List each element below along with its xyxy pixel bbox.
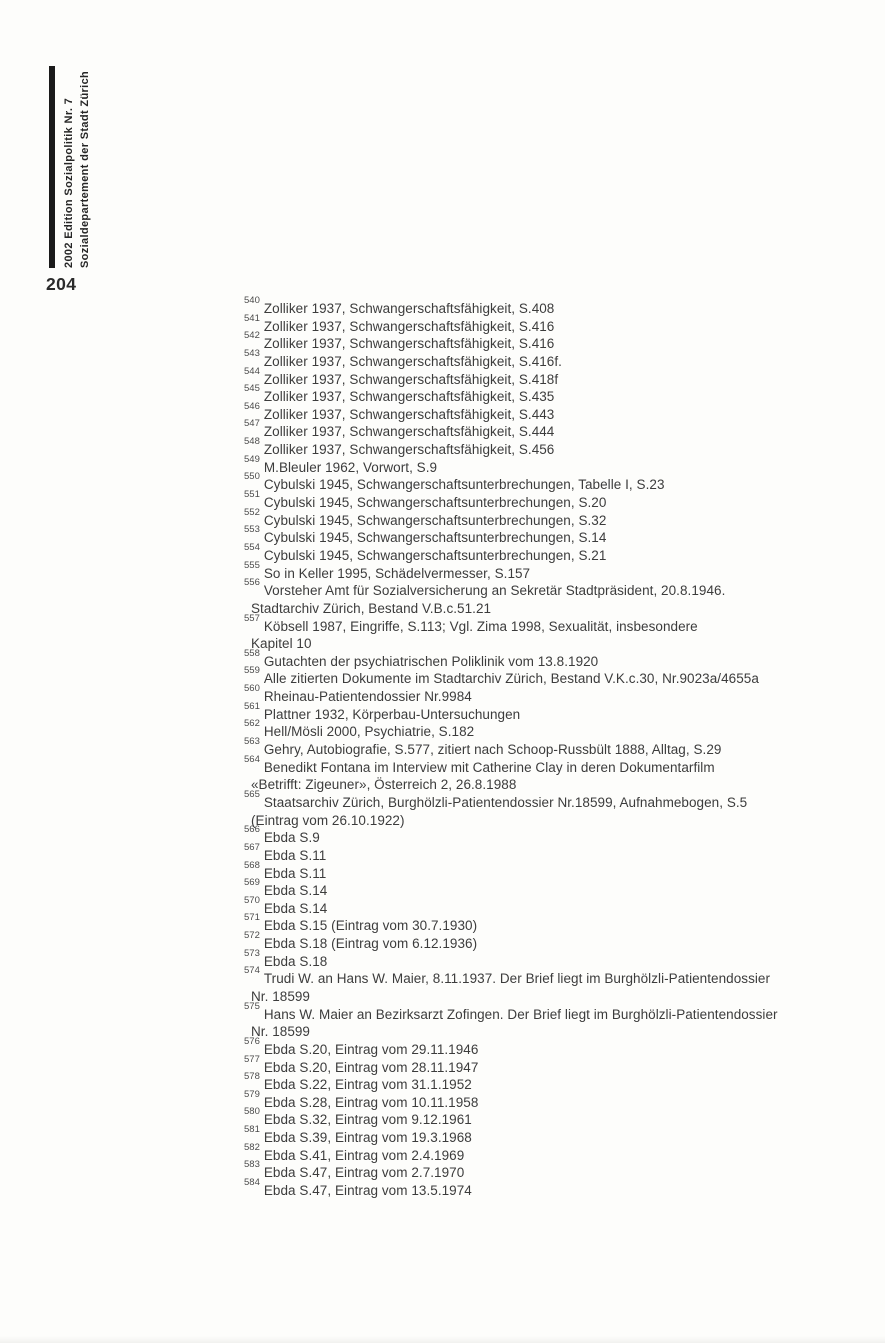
footnote-number: 542 — [244, 330, 260, 342]
footnote-text: Vorsteher Amt für Sozialversicherung an Sekretär Stadtpräsident, 20.8.1946. — [263, 583, 726, 599]
footnote-continuation-line: Stadtarchiv Zürich, Bestand V.B.c.51.21 — [251, 600, 492, 616]
footnote-item — [244, 559, 874, 583]
footnote-text: Ebda S.22, Eintrag vom 31.1.1952 — [263, 1077, 472, 1093]
footnote-item — [244, 788, 874, 812]
footnote-number: 578 — [244, 1071, 260, 1083]
footnote-number: 582 — [244, 1141, 260, 1153]
footnote-item — [244, 541, 874, 565]
footnote-number: 544 — [244, 365, 260, 377]
footnote-text: Cybulski 1945, Schwangerschaftsunterbrechungen, S.20 — [263, 495, 607, 511]
footnote-text: Ebda S.47, Eintrag vom 2.7.1970 — [263, 1165, 465, 1181]
footnote-item — [244, 930, 874, 953]
footnote-item — [244, 1159, 874, 1182]
footnote-number: 560 — [244, 683, 260, 695]
footnote-text: Zolliker 1937, Schwangerschaftsfähigkeit, S.443 — [263, 406, 555, 422]
footnote-number: 567 — [244, 841, 260, 853]
footnote-number: 541 — [244, 312, 260, 324]
footnote-text: Ebda S.39, Eintrag vom 19.3.1968 — [263, 1130, 472, 1146]
footnote-number: 576 — [244, 1035, 260, 1047]
footnote-item — [244, 1141, 874, 1165]
footnote-item — [244, 947, 874, 971]
footnote-number: 550 — [244, 471, 260, 483]
footnote-number: 556 — [244, 577, 260, 589]
footnote-text: Köbsell 1987, Eingriffe, S.113; Vgl. Zima 1998, Sexualität, insbesondere — [263, 618, 698, 634]
footnote-number: 554 — [244, 541, 260, 553]
footnote-text: Staatsarchiv Zürich, Burghölzli-Patientendossier Nr.18599, Aufnahmebogen, S.5 — [263, 794, 748, 810]
footnote-number: 572 — [244, 930, 260, 942]
footnote-item — [244, 506, 874, 530]
footnote-item — [244, 665, 874, 688]
footnote-number: 580 — [244, 1106, 260, 1118]
edition-label — [61, 71, 93, 268]
footnote-number: 561 — [244, 700, 260, 712]
footnote-number: 568 — [244, 859, 260, 871]
footnote-text: Hans W. Maier an Bezirksarzt Zofingen. Der Brief liegt im Burghölzli-Patientendossier — [263, 1006, 778, 1022]
footnote-item — [244, 577, 874, 600]
footnote-text: Plattner 1932, Körperbau-Untersuchungen — [263, 706, 521, 722]
footnote-number: 562 — [244, 718, 260, 730]
footnote-item — [244, 347, 874, 371]
footnote-text: Zolliker 1937, Schwangerschaftsfähigkeit, S.444 — [263, 424, 555, 440]
footnote-number: 559 — [244, 665, 260, 677]
footnote-number: 540 — [244, 295, 260, 306]
footnote-item — [244, 1088, 874, 1112]
footnote-item — [244, 736, 874, 759]
footnote-item — [244, 295, 874, 318]
footnote-number: 574 — [244, 965, 260, 977]
footnote-number: 545 — [244, 383, 260, 395]
footnote-item — [244, 912, 874, 935]
footnote-text: Zolliker 1937, Schwangerschaftsfähigkeit, S.416f. — [263, 353, 562, 369]
footnote-item — [244, 965, 874, 988]
footnote-text: Rheinau-Patientendossier Nr.9984 — [263, 689, 472, 705]
footnote-item — [244, 1177, 874, 1200]
footnote-number: 581 — [244, 1124, 260, 1136]
footnote-item — [244, 894, 874, 918]
footnote-item — [244, 471, 874, 494]
footnote-item — [244, 489, 874, 512]
footnote-number: 564 — [244, 753, 260, 765]
footnote-number: 546 — [244, 400, 260, 412]
footnote-item — [244, 365, 874, 389]
footnote-number: 569 — [244, 877, 260, 889]
footnote-item — [244, 859, 874, 883]
footnote-text: Hell/Mösli 2000, Psychiatrie, S.182 — [263, 724, 475, 740]
footnote-item — [244, 718, 874, 741]
footnote-text: Ebda S.14 — [263, 900, 328, 916]
footnote-text: Ebda S.41, Eintrag vom 2.4.1969 — [263, 1147, 465, 1163]
footnote-number: 549 — [244, 453, 260, 465]
footnote-list — [244, 295, 874, 1200]
footnote-text: Gutachten der psychiatrischen Poliklinik vom 13.8.1920 — [263, 653, 599, 669]
footnote-number: 584 — [244, 1177, 260, 1189]
footnote-item — [244, 753, 874, 777]
footnote-continuation-line: Nr. 18599 — [251, 1024, 310, 1040]
page-number: 204 — [46, 274, 77, 294]
footnote-item — [244, 683, 874, 706]
footnote-item — [244, 647, 874, 671]
scan-edge-shadow — [0, 1336, 885, 1343]
footnote-item — [244, 1053, 874, 1077]
footnote-text: Ebda S.14 — [263, 883, 328, 899]
footnote-text: Cybulski 1945, Schwangerschaftsunterbrechungen, S.32 — [263, 512, 607, 528]
footnote-item — [244, 400, 874, 424]
footnote-item — [244, 436, 874, 459]
footnote-continuation-line: Kapitel 10 — [251, 636, 312, 652]
footnote-item — [244, 612, 874, 636]
footnote-text: Ebda S.47, Eintrag vom 13.5.1974 — [263, 1183, 472, 1199]
footnote-number: 570 — [244, 894, 260, 906]
footnote-item — [244, 1124, 874, 1147]
footnote-text: Ebda S.11 — [263, 865, 327, 881]
footnote-item — [244, 1035, 874, 1059]
footnote-number: 577 — [244, 1053, 260, 1065]
footnote-text: Ebda S.18 — [263, 953, 328, 969]
footnote-text: Ebda S.18 (Eintrag vom 6.12.1936) — [263, 936, 478, 952]
footnote-item — [244, 824, 874, 847]
footnote-item — [244, 453, 874, 477]
footnote-number: 551 — [244, 489, 260, 501]
footnote-text: Ebda S.28, Eintrag vom 10.11.1958 — [263, 1094, 479, 1110]
footnote-number: 553 — [244, 524, 260, 536]
edition-line-2: Sozialdepartement der Stadt Zürich — [79, 70, 91, 268]
footnote-item — [244, 330, 874, 353]
footnote-item — [244, 877, 874, 900]
footnote-number: 575 — [244, 1000, 260, 1012]
footnote-text: Cybulski 1945, Schwangerschaftsunterbrechungen, S.21 — [263, 547, 607, 563]
footnote-item — [244, 1071, 874, 1094]
footnote-number: 547 — [244, 418, 260, 430]
footnote-text: Ebda S.11 — [263, 847, 327, 863]
footnote-number: 571 — [244, 912, 260, 924]
footnote-number: 566 — [244, 824, 260, 836]
footnote-continuation-line: (Eintrag vom 26.10.1922) — [251, 812, 405, 828]
footnote-number: 558 — [244, 647, 260, 659]
footnote-number: 555 — [244, 559, 260, 571]
footnote-text: Zolliker 1937, Schwangerschaftsfähigkeit, S.418f — [263, 371, 559, 387]
footnote-text: Ebda S.32, Eintrag vom 9.12.1961 — [263, 1112, 472, 1128]
footnote-number: 583 — [244, 1159, 260, 1171]
footnote-continuation-line: «Betrifft: Zigeuner», Österreich 2, 26.8.1988 — [251, 777, 517, 793]
footnote-item — [244, 1000, 874, 1024]
footnote-text: Zolliker 1937, Schwangerschaftsfähigkeit, S.416 — [263, 318, 555, 334]
footnote-text: Ebda S.9 — [263, 830, 320, 846]
footnote-item — [244, 524, 874, 547]
footnote-number: 579 — [244, 1088, 260, 1100]
footnote-text: So in Keller 1995, Schädelvermesser, S.157 — [263, 565, 531, 581]
footnote-number: 552 — [244, 506, 260, 518]
footnote-text: Cybulski 1945, Schwangerschaftsunterbrechungen, Tabelle I, S.23 — [263, 477, 665, 493]
footnote-text: Trudi W. an Hans W. Maier, 8.11.1937. Der Brief liegt im Burghölzli-Patientendossier — [263, 971, 771, 987]
footnote-number: 563 — [244, 736, 260, 748]
footnote-number: 543 — [244, 347, 260, 359]
footnote-text: Zolliker 1937, Schwangerschaftsfähigkeit, S.416 — [263, 336, 555, 352]
footnote-text: Ebda S.20, Eintrag vom 29.11.1946 — [263, 1041, 479, 1057]
footnote-text: Zolliker 1937, Schwangerschaftsfähigkeit, S.408 — [263, 301, 555, 316]
footnote-text: Benedikt Fontana im Interview mit Catherine Clay in deren Dokumentarfilm — [263, 759, 715, 775]
footnote-text: Zolliker 1937, Schwangerschaftsfähigkeit, S.456 — [263, 442, 555, 458]
footnote-item — [244, 841, 874, 865]
footnote-item — [244, 312, 874, 336]
footnote-text: Alle zitierten Dokumente im Stadtarchiv Zürich, Bestand V.K.c.30, Nr.9023a/4655a — [263, 671, 759, 687]
footnote-number: 573 — [244, 947, 260, 959]
edition-line-1: 2002 Edition Sozialpolitik Nr. 7 — [63, 97, 75, 268]
footnote-number: 548 — [244, 436, 260, 448]
footnote-text: Ebda S.15 (Eintrag vom 30.7.1930) — [263, 918, 478, 934]
footnote-text: Gehry, Autobiografie, S.577, zitiert nach Schoop-Russbült 1888, Alltag, S.29 — [263, 742, 722, 758]
footnote-text: Ebda S.20, Eintrag vom 28.11.1947 — [263, 1059, 479, 1075]
footnote-item — [244, 383, 874, 406]
edition-bar — [49, 66, 55, 268]
footnote-text: Cybulski 1945, Schwangerschaftsunterbrechungen, S.14 — [263, 530, 607, 546]
footnote-text: M.Bleuler 1962, Vorwort, S.9 — [263, 459, 438, 475]
footnote-continuation-line: Nr. 18599 — [251, 988, 310, 1004]
footnote-text: Zolliker 1937, Schwangerschaftsfähigkeit, S.435 — [263, 389, 555, 405]
footnote-item — [244, 1106, 874, 1129]
footnote-item — [244, 700, 874, 724]
footnote-item — [244, 418, 874, 441]
footnote-number: 557 — [244, 612, 260, 624]
footnote-number: 565 — [244, 788, 260, 800]
